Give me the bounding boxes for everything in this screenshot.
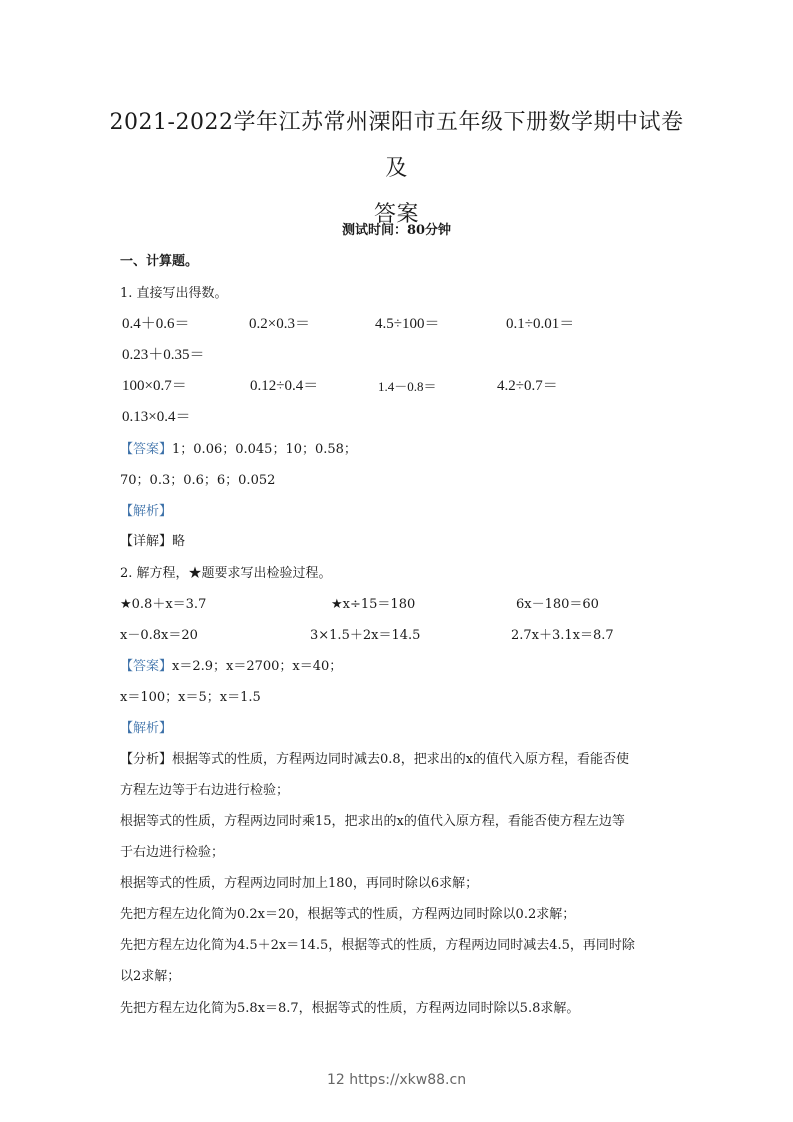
calc-item: 0.4＋0.6＝ bbox=[122, 316, 190, 332]
title-line-1: 2021-2022学年江苏常州溧阳市五年级下册数学期中试卷及 bbox=[109, 110, 684, 181]
q2-answer-line-2: x＝100；x＝5；x＝1.5 bbox=[120, 690, 261, 705]
analysis-line: 先把方程左边化简为4.5＋2x＝14.5，根据等式的性质，方程两边同时减去4.5，再同时除 bbox=[120, 938, 635, 953]
fenxi-label: 【分析】 bbox=[120, 752, 173, 767]
analysis-line: 根据等式的性质，方程两边同时乘15，把求出的x的值代入原方程，看能否使方程左边等 bbox=[120, 814, 625, 829]
calc-item: 4.2÷0.7＝ bbox=[497, 378, 558, 394]
calc-item: 0.1÷0.01＝ bbox=[506, 316, 575, 332]
answer-text: 1；0.06；0.045；10；0.58； bbox=[172, 442, 357, 457]
answer-label: 【答案】 bbox=[120, 659, 173, 674]
equation-item: ★x÷15＝180 bbox=[331, 597, 416, 612]
equation-item: ★0.8＋x＝3.7 bbox=[120, 597, 207, 612]
q1-answer-line-2: 70；0.3；0.6；6；0.052 bbox=[120, 473, 276, 488]
page-footer: 12 https://xkw88.cn bbox=[326, 1072, 467, 1088]
fenxi-text: 根据等式的性质，方程两边同时减去0.8，把求出的x的值代入原方程，看能否使 bbox=[172, 752, 630, 767]
document-title bbox=[100, 100, 693, 238]
test-time: 测试时间：80分钟 bbox=[341, 223, 452, 238]
q2-fenxi-line bbox=[120, 748, 629, 767]
section-heading-calc: 一、计算题。 bbox=[120, 254, 199, 269]
q1-analysis-label: 【解析】 bbox=[120, 504, 173, 519]
calc-item: 0.13×0.4＝ bbox=[122, 409, 191, 425]
equation-item: x－0.8x＝20 bbox=[120, 628, 198, 643]
analysis-line: 于右边进行检验； bbox=[120, 845, 225, 860]
analysis-line: 根据等式的性质，方程两边同时加上180，再同时除以6求解； bbox=[120, 876, 479, 891]
q1-answer bbox=[120, 438, 357, 457]
q2-answer bbox=[120, 655, 342, 674]
calc-item: 1.4－0.8＝ bbox=[378, 379, 437, 394]
detail-label: 【详解】 bbox=[120, 534, 173, 549]
answer-label: 【答案】 bbox=[120, 442, 173, 457]
equation-item: 6x－180＝60 bbox=[516, 597, 599, 612]
question-1-prompt: 1. 直接写出得数。 bbox=[120, 286, 228, 301]
analysis-line: 先把方程左边化简为5.8x＝8.7，根据等式的性质，方程两边同时除以5.8求解。 bbox=[120, 1001, 580, 1016]
q1-detail bbox=[120, 530, 185, 549]
analysis-line: 以2求解； bbox=[120, 969, 181, 984]
equation-item: 3×1.5＋2x＝14.5 bbox=[310, 628, 421, 643]
calc-item: 0.12÷0.4＝ bbox=[250, 378, 319, 394]
detail-text: 略 bbox=[172, 534, 186, 549]
answer-text: x＝2.9；x＝2700；x＝40； bbox=[172, 659, 343, 674]
equation-item: 2.7x＋3.1x＝8.7 bbox=[511, 628, 614, 643]
title-line-2: 答案 bbox=[373, 202, 419, 227]
calc-item: 0.2×0.3＝ bbox=[249, 316, 310, 332]
calc-item: 100×0.7＝ bbox=[122, 378, 187, 394]
analysis-line: 方程左边等于右边进行检验； bbox=[120, 783, 290, 798]
calc-item: 4.5÷100＝ bbox=[375, 316, 440, 332]
question-2-prompt: 2. 解方程，★题要求写出检验过程。 bbox=[120, 566, 332, 581]
calc-item: 0.23＋0.35＝ bbox=[122, 347, 205, 363]
analysis-line: 先把方程左边化简为0.2x＝20，根据等式的性质，方程两边同时除以0.2求解； bbox=[120, 907, 576, 922]
q2-analysis-label: 【解析】 bbox=[120, 721, 173, 736]
